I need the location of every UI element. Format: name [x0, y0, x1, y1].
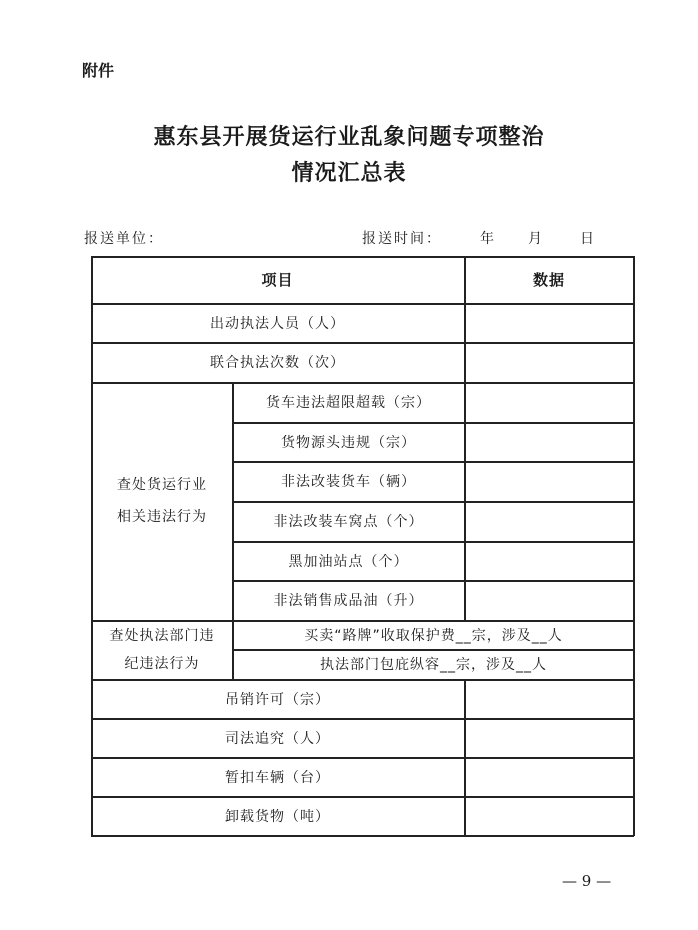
group2-label-line1: 查处执法部门违: [109, 627, 215, 644]
group1-label-line1: 查处货运行业: [117, 477, 207, 493]
bottom-row: 暂扣车辆（台）: [225, 769, 330, 786]
attachment-label: 附件: [82, 61, 115, 80]
summary-table: [91, 256, 634, 836]
row-enforcement-staff: 出动执法人员（人）: [210, 315, 345, 332]
group1-item: 非法改装货车（辆）: [281, 474, 416, 490]
group1-item: 货物源头违规（宗）: [281, 434, 416, 451]
table-border-bottom: [91, 835, 634, 837]
date-day-label: 日: [580, 231, 596, 247]
group2-item: 执法部门包庇纵容__宗，涉及__人: [320, 657, 547, 673]
header-item: 项目: [261, 271, 294, 289]
bottom-row: 司法追究（人）: [225, 730, 330, 747]
row-joint-enforcement: 联合执法次数（次）: [210, 355, 345, 371]
group1-label-line2: 相关违法行为: [117, 509, 207, 525]
group2-label-line2: 纪违法行为: [124, 655, 200, 672]
group2-item: 买卖“路牌”收取保护费__宗，涉及__人: [304, 627, 563, 644]
header-data: 数据: [532, 271, 565, 289]
report-unit-label: 报送单位：: [84, 231, 164, 247]
group1-label: [91, 382, 233, 620]
group1-item: 非法改装车窝点（个）: [273, 514, 424, 530]
group1-item: 黑加油站点（个）: [288, 553, 409, 570]
bottom-row: 吊销许可（宗）: [225, 691, 330, 708]
group1-item: 货车违法超限超载（宗）: [266, 395, 431, 411]
column-divider: [464, 256, 466, 620]
date-year-label: 年: [480, 231, 496, 247]
column-divider: [464, 679, 466, 836]
title-line-1: 惠东县开展货运行业乱象问题专项整治: [153, 125, 545, 150]
title-line-2: 情况汇总表: [291, 161, 407, 186]
date-month-label: 月: [528, 231, 544, 247]
group1-item: 非法销售成品油（升）: [273, 593, 424, 609]
group2-label: [91, 620, 233, 679]
bottom-row: 卸载货物（吨）: [225, 808, 330, 825]
report-time-label: 报送时间：: [362, 231, 442, 247]
page-number: — 9 —: [562, 872, 612, 890]
